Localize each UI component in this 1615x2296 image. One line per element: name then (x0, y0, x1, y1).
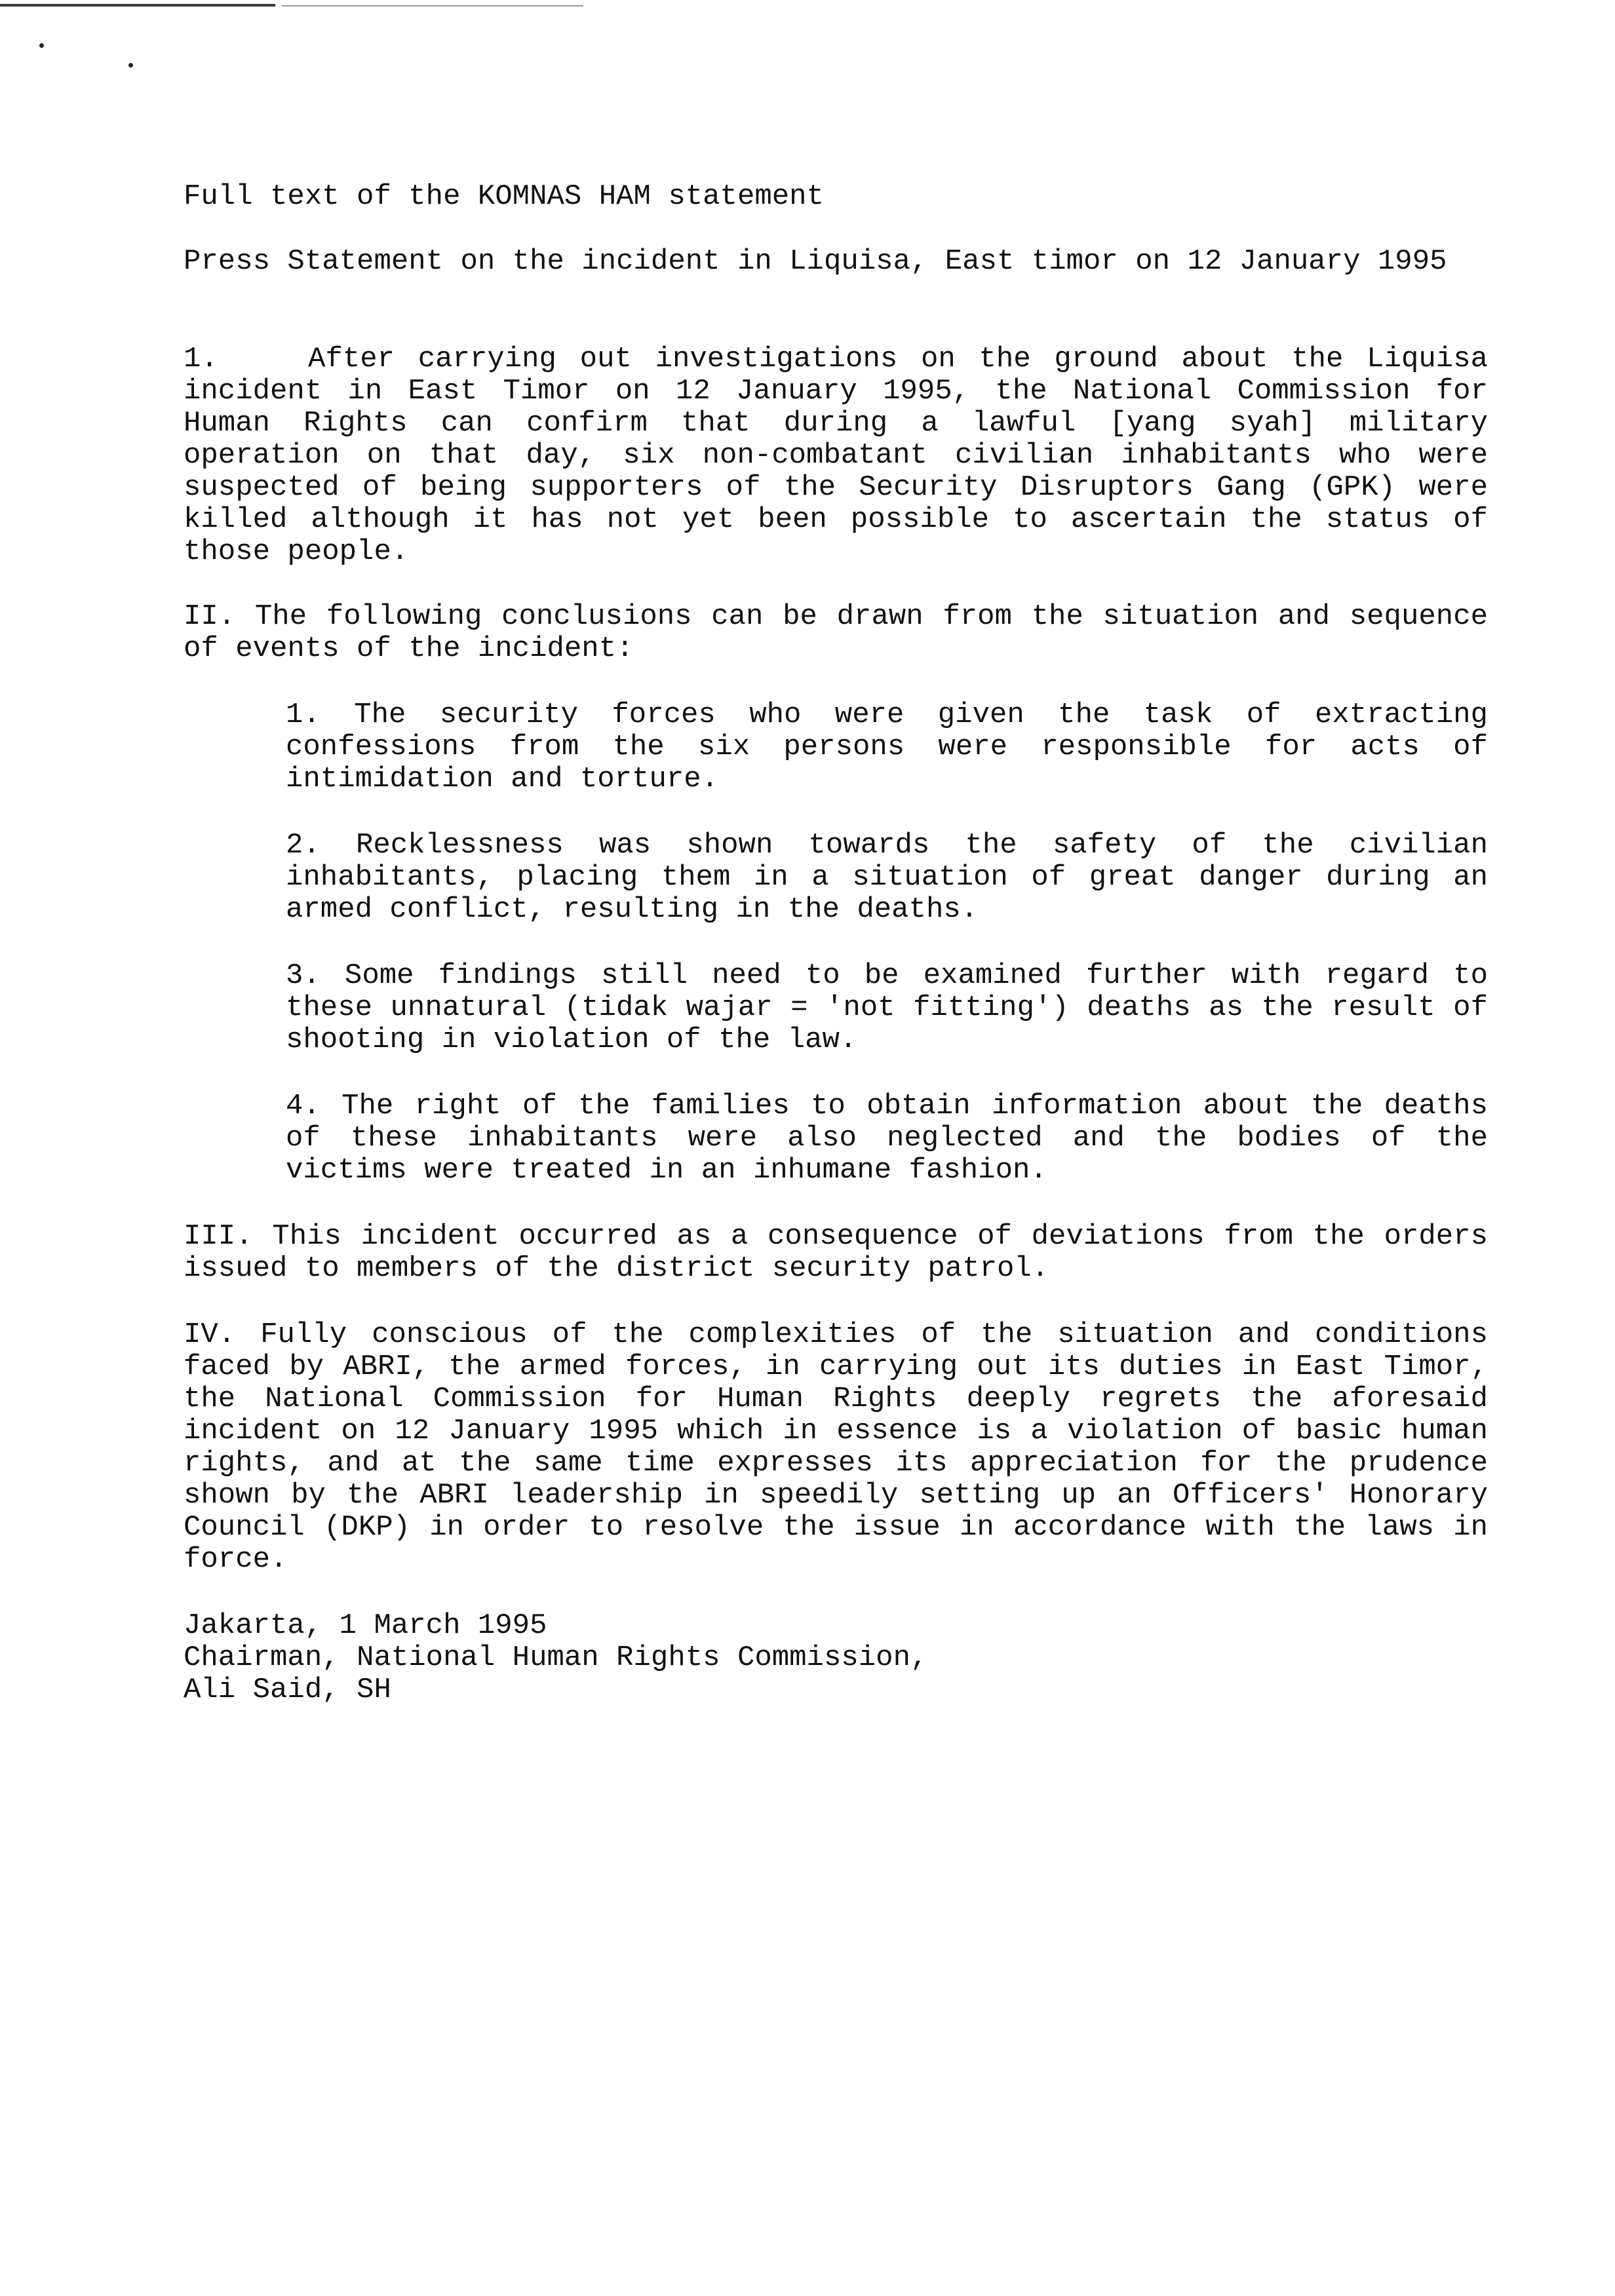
signature-title: Chairman, National Human Rights Commission, (184, 1641, 928, 1674)
conclusion-item: 2. Recklessness was shown towards the safety of the civilian inhabitants, placing them in a situation of great danger during an armed conflict, resulting in the deaths. (286, 829, 1488, 926)
signature-name: Ali Said, SH (184, 1674, 391, 1706)
scan-speck (39, 43, 44, 48)
document-heading: Full text of the KOMNAS HAM statement (184, 180, 824, 213)
signature-block (184, 1610, 1488, 1706)
paragraph-4: IV. Fully conscious of the complexities of the situation and conditions faced by ABRI, the armed forces, in carrying out its duties in East Timor, the National Commission for Human Rights deeply regrets the aforesaid incident on 12 January 1995 which in essence is a violation of basic human rights, and at the same time expresses its appreciation for the prudence shown by the ABRI leadership in speedily setting up an Officers' Honorary Council (DKP) in order to resolve the issue in accordance with the laws in force. (184, 1318, 1488, 1576)
conclusion-item: 4. The right of the families to obtain information about the deaths of these inhabitants were also neglected and the bodies of the victims were treated in an inhumane fashion. (286, 1090, 1488, 1187)
document-subheading: Press Statement on the incident in Liquisa, East timor on 12 January 1995 (184, 245, 1447, 278)
conclusion-item: 1. The security forces who were given the task of extracting confessions from the six persons were responsible for acts of intimidation and torture. (286, 698, 1488, 795)
paragraph-1 (184, 343, 1488, 568)
document-body (184, 181, 1488, 1706)
paragraph-1-text: After carrying out investigations on the ground about the Liquisa incident in East Timor on 12 January 1995, the National Commission for Human Rights can confirm that during a lawful [yang syah] military operation on that day, six non-combatant civilian inhabitants who were suspected of being supporters of the Security Disruptors Gang (GPK) were killed although it has not yet been possible to ascertain the status of those people. (184, 343, 1488, 568)
signature-place-date: Jakarta, 1 March 1995 (184, 1609, 547, 1642)
scan-edge-line-faint (282, 5, 583, 7)
conclusion-item: 3. Some findings still need to be examined further with regard to these unnatural (tidak wajar = 'not fitting') deaths as the result of shooting in violation of the law. (286, 959, 1488, 1056)
paragraph-3: III. This incident occurred as a consequence of deviations from the orders issued to members of the district security patrol. (184, 1220, 1488, 1285)
scan-edge-line (0, 4, 275, 7)
scan-speck (128, 63, 133, 67)
paragraph-1-number: 1. (184, 343, 218, 375)
paragraph-2: II. The following conclusions can be drawn from the situation and sequence of events of the incident: (184, 600, 1488, 665)
conclusions-list (286, 699, 1488, 1187)
